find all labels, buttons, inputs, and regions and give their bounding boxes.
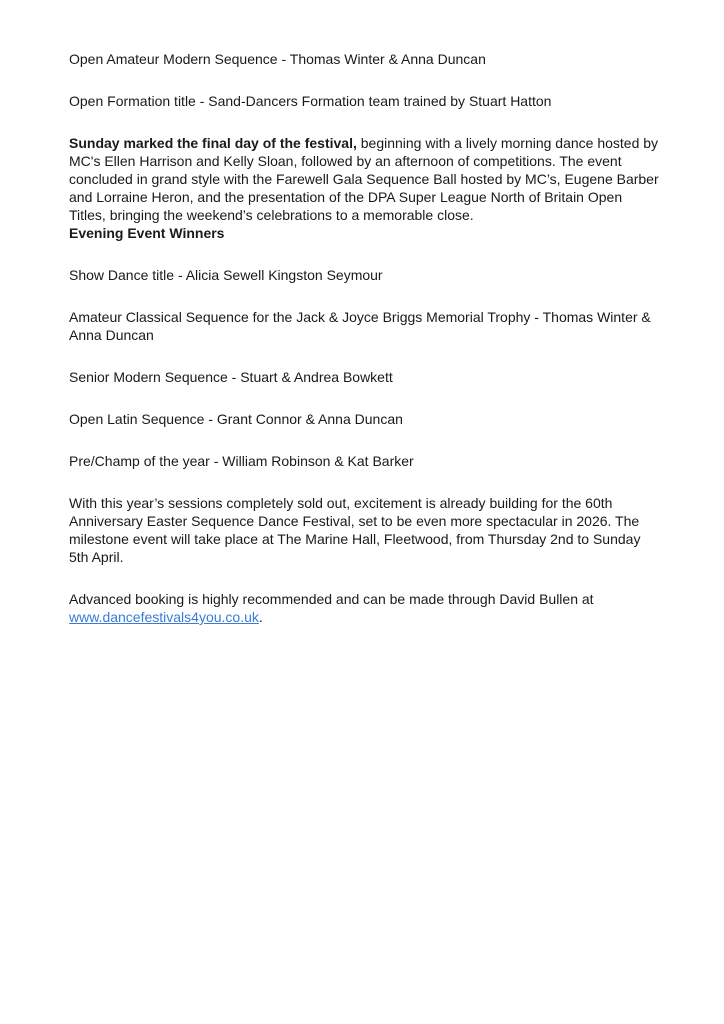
- booking-text: Advanced booking is highly recommended and can be made through David Bullen at: [69, 591, 594, 607]
- winner-pre-champ: Pre/Champ of the year - William Robinson & Kat Barker: [69, 453, 414, 469]
- sunday-paragraph: [69, 134, 659, 224]
- booking-link[interactable]: www.dancefestivals4you.co.uk: [69, 609, 259, 625]
- evening-heading: Evening Event Winners: [69, 225, 225, 241]
- sunday-text: beginning with a lively morning dance hosted by MC's Ellen Harrison and Kelly Sloan, followed by an afternoon of competitions. The event concluded in grand style with the Farewell Gala Sequence Ball hosted by MC’s, Eugene Barber and Lorraine Heron, and the presentation of the DPA Super League North of Britain Open Titles, bringing the weekend’s celebrations to a memorable close.: [69, 135, 659, 223]
- booking-after: .: [258, 609, 263, 625]
- winner-amateur-classical: Amateur Classical Sequence for the Jack & Joyce Briggs Memorial Trophy - Thomas Winter & Anna Duncan: [69, 309, 651, 343]
- sunday-lead: Sunday marked the final day of the festival,: [69, 135, 357, 151]
- winner-senior-modern: Senior Modern Sequence - Stuart & Andrea Bowkett: [69, 369, 393, 385]
- result-open-amateur-modern: Open Amateur Modern Sequence - Thomas Winter & Anna Duncan: [69, 51, 486, 67]
- winner-show-dance: Show Dance title - Alicia Sewell Kingston Seymour: [69, 267, 383, 283]
- booking-paragraph: [69, 590, 659, 626]
- result-open-formation: Open Formation title - Sand-Dancers Formation team trained by Stuart Hatton: [69, 93, 552, 109]
- document-page: [69, 50, 659, 626]
- closing-paragraph: With this year’s sessions completely sold out, excitement is already building for the 60th Anniversary Easter Sequence Dance Festival, set to be even more spectacular in 2026. The milestone event will take place at The Marine Hall, Fleetwood, from Thursday 2nd to Sunday 5th April.: [69, 495, 641, 565]
- winner-open-latin: Open Latin Sequence - Grant Connor & Anna Duncan: [69, 411, 403, 427]
